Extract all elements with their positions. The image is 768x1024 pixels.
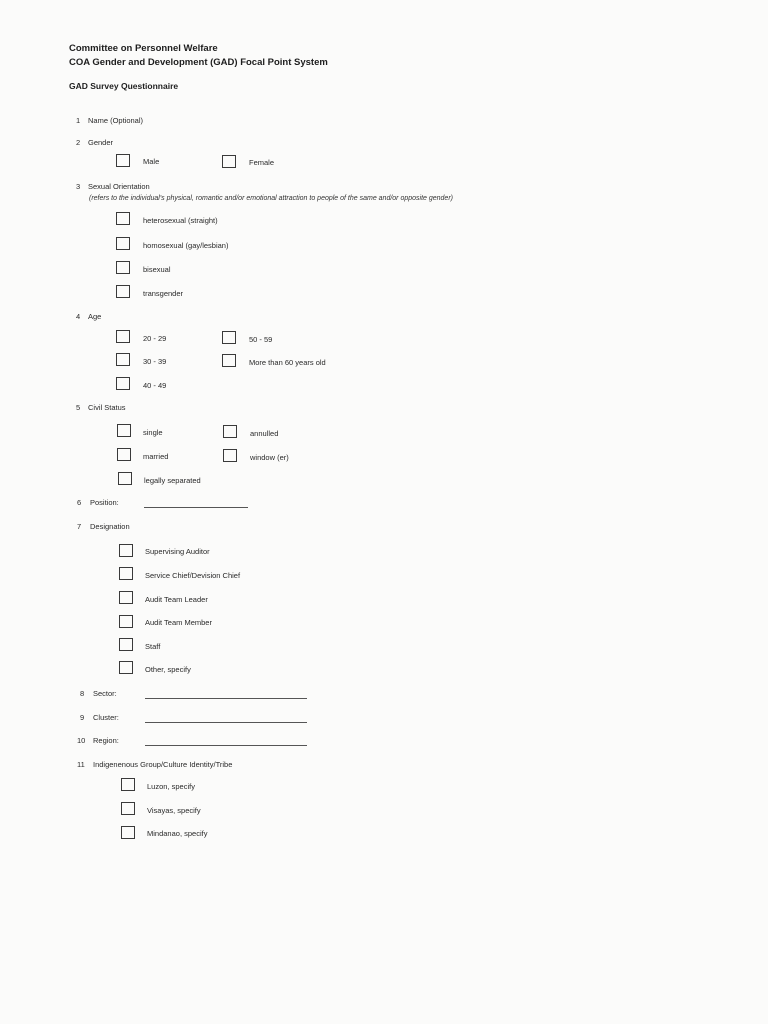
age-20-29-checkbox[interactable] <box>116 330 130 343</box>
status-separated-label: legally separated <box>144 476 201 485</box>
q7-label: Designation <box>90 522 130 531</box>
q3-label: Sexual Orientation <box>88 182 150 191</box>
q8-label: Sector: <box>93 689 117 698</box>
orientation-homosexual-checkbox[interactable] <box>116 237 130 250</box>
q4-number: 4 <box>76 312 81 321</box>
designation-team-member-label: Audit Team Member <box>145 618 212 627</box>
status-annulled-checkbox[interactable] <box>223 425 237 438</box>
age-30-39-label: 30 - 39 <box>143 357 167 366</box>
q4-label: Age <box>88 312 102 321</box>
committee-heading: Committee on Personnel Welfare <box>69 43 218 54</box>
status-married-label: married <box>143 452 169 461</box>
designation-staff-checkbox[interactable] <box>119 638 133 651</box>
age-40-49-label: 40 - 49 <box>143 381 167 390</box>
sector-input-line[interactable] <box>145 698 307 699</box>
gender-male-label: Male <box>143 157 160 166</box>
orientation-heterosexual-label: heterosexual (straight) <box>143 216 218 225</box>
designation-service-chief-checkbox[interactable] <box>119 567 133 580</box>
status-single-label: single <box>143 428 163 437</box>
region-input-line[interactable] <box>145 745 307 746</box>
tribe-luzon-checkbox[interactable] <box>121 778 135 791</box>
system-heading: COA Gender and Development (GAD) Focal Point System <box>69 57 328 68</box>
tribe-mindanao-checkbox[interactable] <box>121 826 135 839</box>
q11-number: 11 <box>77 760 85 769</box>
status-separated-checkbox[interactable] <box>118 472 132 485</box>
status-married-checkbox[interactable] <box>117 448 131 461</box>
designation-service-chief-label: Service Chief/Devision Chief <box>145 571 241 580</box>
q1-number: 1 <box>76 116 81 125</box>
orientation-bisexual-label: bisexual <box>143 265 171 274</box>
q6-number: 6 <box>77 498 82 507</box>
gender-male-checkbox[interactable] <box>116 154 130 167</box>
q6-label: Position: <box>90 498 119 507</box>
designation-supervising-auditor-label: Supervising Auditor <box>145 547 210 556</box>
position-input-line[interactable] <box>144 507 248 508</box>
tribe-visayas-label: Visayas, specify <box>147 806 201 815</box>
tribe-visayas-checkbox[interactable] <box>121 802 135 815</box>
q3-number: 3 <box>76 182 81 191</box>
designation-team-member-checkbox[interactable] <box>119 615 133 628</box>
age-20-29-label: 20 - 29 <box>143 334 167 343</box>
q8-number: 8 <box>80 689 85 698</box>
gender-female-checkbox[interactable] <box>222 155 236 168</box>
age-50-59-checkbox[interactable] <box>222 331 236 344</box>
orientation-homosexual-label: homosexual (gay/lesbian) <box>143 241 229 250</box>
q5-label: Civil Status <box>88 403 126 412</box>
orientation-transgender-label: transgender <box>143 289 184 298</box>
status-annulled-label: annulled <box>250 429 279 438</box>
age-40-49-checkbox[interactable] <box>116 377 130 390</box>
q3-note: (refers to the individual's physical, romantic and/or emotional attraction to people of the same and/or opposite gender) <box>89 195 453 202</box>
cluster-input-line[interactable] <box>145 722 307 723</box>
designation-supervising-auditor-checkbox[interactable] <box>119 544 133 557</box>
designation-team-leader-checkbox[interactable] <box>119 591 133 604</box>
q7-number: 7 <box>77 522 82 531</box>
q2-number: 2 <box>76 138 81 147</box>
q9-label: Cluster: <box>93 713 119 722</box>
designation-staff-label: Staff <box>145 642 161 651</box>
orientation-bisexual-checkbox[interactable] <box>116 261 130 274</box>
age-60-plus-label: More than 60 years old <box>249 358 326 367</box>
age-30-39-checkbox[interactable] <box>116 353 130 366</box>
q9-number: 9 <box>80 713 85 722</box>
orientation-heterosexual-checkbox[interactable] <box>116 212 130 225</box>
q10-number: 10 <box>77 736 86 745</box>
designation-other-label: Other, specify <box>145 665 191 674</box>
age-60-plus-checkbox[interactable] <box>222 354 236 367</box>
q10-label: Region: <box>93 736 119 745</box>
q1-label: Name (Optional) <box>88 116 144 125</box>
status-widow-checkbox[interactable] <box>223 449 237 462</box>
q11-label: Indigenenous Group/Culture Identity/Tribe <box>93 760 233 769</box>
gender-female-label: Female <box>249 158 275 167</box>
orientation-transgender-checkbox[interactable] <box>116 285 130 298</box>
tribe-luzon-label: Luzon, specify <box>147 782 195 791</box>
form-title: GAD Survey Questionnaire <box>69 81 179 91</box>
designation-other-checkbox[interactable] <box>119 661 133 674</box>
q2-label: Gender <box>88 138 114 147</box>
designation-team-leader-label: Audit Team Leader <box>145 595 208 604</box>
status-widow-label: window (er) <box>250 453 289 462</box>
status-single-checkbox[interactable] <box>117 424 131 437</box>
age-50-59-label: 50 - 59 <box>249 335 273 344</box>
q5-number: 5 <box>76 403 81 412</box>
tribe-mindanao-label: Mindanao, specify <box>147 829 208 838</box>
